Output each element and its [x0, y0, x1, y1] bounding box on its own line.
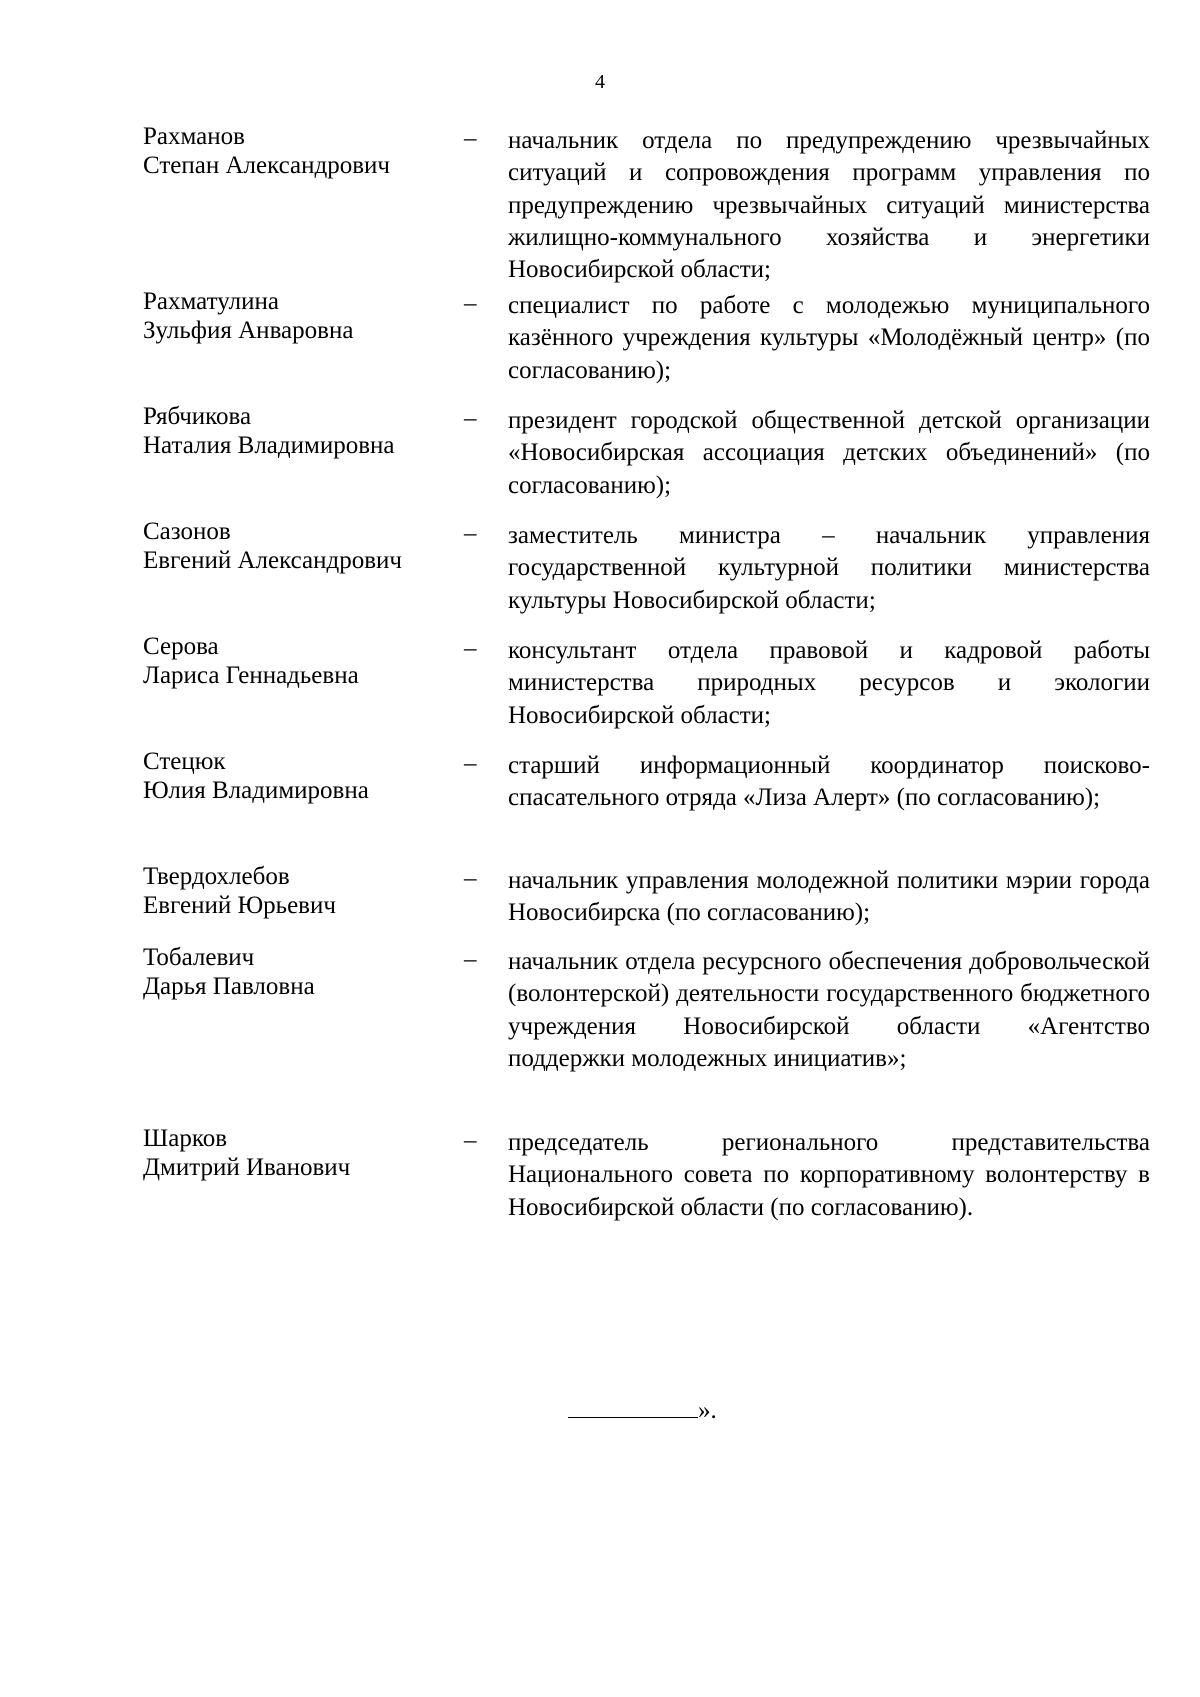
member-role: начальник управления молодежной политики мэрии города Новосибирска (по согласованию);: [508, 867, 1150, 927]
member-entry: [143, 632, 1150, 747]
dash-separator: –: [464, 1127, 477, 1154]
member-role: старший информационный координатор поисково-спасательного отряда «Лиза Алерт» (по согласованию);: [508, 752, 1150, 812]
member-entry: [143, 943, 1150, 1124]
member-entry: [143, 862, 1150, 943]
dash-separator: –: [464, 635, 477, 662]
dash-separator: –: [464, 125, 477, 152]
member-given-names: Дмитрий Иванович: [143, 1154, 351, 1181]
closing-quote: ».: [698, 1397, 717, 1424]
members-list: [143, 122, 1150, 1244]
member-given-names: Наталия Владимировна: [143, 432, 395, 459]
member-role: президент городской общественной детской организации «Новосибирская ассоциация детских объединений» (по согласованию);: [508, 407, 1150, 499]
member-given-names: Юлия Владимировна: [143, 777, 369, 804]
member-given-names: Зульфия Анваровна: [143, 317, 354, 344]
member-name: [143, 943, 453, 1001]
member-role: председатель регионального представительства Национального совета по корпоративному волонтерству в Новосибирской области (по согласованию).: [508, 1129, 1150, 1221]
member-name: [143, 862, 453, 920]
member-surname: Стецюк: [143, 748, 226, 775]
member-surname: Серова: [143, 633, 219, 660]
member-role: консультант отдела правовой и кадровой работы министерства природных ресурсов и экологии Новосибирской области;: [508, 637, 1150, 729]
member-given-names: Евгений Александрович: [143, 547, 402, 574]
member-surname: Тобалевич: [143, 944, 255, 971]
member-surname: Твердохлебов: [143, 863, 290, 890]
member-entry: [143, 517, 1150, 632]
dash-separator: –: [464, 290, 477, 317]
member-entry: [143, 1124, 1150, 1244]
member-surname: Рябчикова: [143, 403, 252, 430]
member-name: [143, 517, 453, 575]
member-entry: [143, 287, 1150, 402]
member-given-names: Степан Александрович: [143, 152, 390, 179]
member-role: начальник отдела ресурсного обеспечения добровольческой (волонтерской) деятельности государственного бюджетного учреждения Новосибирской области «Агентство поддержки молодежных инициатив»;: [508, 948, 1150, 1072]
dash-separator: –: [464, 865, 477, 892]
dash-separator: –: [464, 750, 477, 777]
member-entry: [143, 747, 1150, 862]
member-role: заместитель министра – начальник управления государственной культурной политики министерства культуры Новосибирской области;: [508, 522, 1150, 614]
member-given-names: Лариса Геннадьевна: [143, 662, 359, 689]
member-name: [143, 1124, 453, 1182]
end-underline: [568, 1395, 698, 1418]
member-surname: Шарков: [143, 1125, 227, 1152]
member-name: [143, 747, 453, 805]
member-given-names: Дарья Павловна: [143, 973, 315, 1000]
member-entry: [143, 122, 1150, 287]
page-number: 4: [595, 71, 605, 93]
dash-separator: –: [464, 405, 477, 432]
member-name: [143, 402, 453, 460]
member-entry: [143, 402, 1150, 517]
member-surname: Рахматулина: [143, 288, 279, 315]
member-role: начальник отдела по предупреждению чрезвычайных ситуаций и сопровождения программ управления по предупреждению чрезвычайных ситуаций министерства жилищно-коммунального хозяйства и энергетики Новосибирской области;: [508, 127, 1150, 284]
closing-line: [568, 1395, 717, 1425]
member-surname: Рахманов: [143, 123, 245, 150]
dash-separator: –: [464, 946, 477, 973]
dash-separator: –: [464, 520, 477, 547]
member-given-names: Евгений Юрьевич: [143, 892, 336, 919]
member-name: [143, 122, 453, 180]
member-role: специалист по работе с молодежью муниципального казённого учреждения культуры «Молодёжный центр» (по согласованию);: [508, 292, 1150, 384]
member-name: [143, 632, 453, 690]
member-surname: Сазонов: [143, 518, 231, 545]
member-name: [143, 287, 453, 345]
